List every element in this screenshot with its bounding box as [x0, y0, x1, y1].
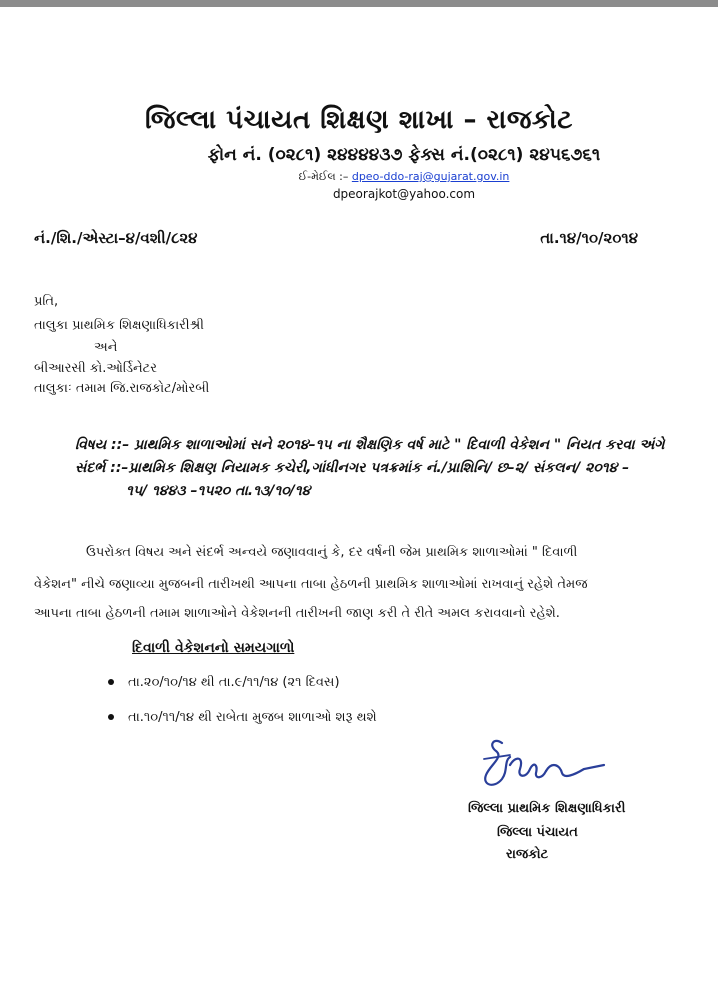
signature-icon	[480, 735, 610, 795]
signatory-place: રાજકોટ	[506, 847, 549, 862]
phone-fax-line: ફોન નં. (૦૨૮૧) ૨૪૪૪૪૩૭ ફેક્સ નં.(૦૨૮૧) ૨૪૫૬૭૬૧	[207, 145, 601, 165]
schedule-item	[108, 675, 340, 690]
reference-date: તા.૧૪/૧૦/૨૦૧૪	[540, 229, 638, 247]
email-label: ઈ-મેઈલ :–	[298, 170, 352, 183]
email-secondary: dpeorajkot@yahoo.com	[332, 187, 476, 201]
schedule-item	[108, 710, 377, 725]
top-border	[0, 0, 718, 7]
signatory-office: જિલ્લા પંચાયત	[497, 825, 578, 840]
reference-line: સંદર્ભ ::–પ્રાથમિક શિક્ષણ નિયામક કચેરી,ગાંધીનગર પત્રક્રમાંક નં./પ્રાશિનિ/ છ–૨/ સંકલન/ ૨૦૧૪ –	[75, 460, 630, 476]
body-paragraph-line: ઉપરોક્ત વિષય અને સંદર્ભ અન્વયે જણાવવાનું કે, દર વર્ષની જેમ પ્રાથમિક શાળાઓમાં " દિવાળી	[86, 545, 578, 560]
schedule-item-text: તા.૧૦/૧૧/૧૪ થી રાબેતા મુજબ શાળાઓ શરૂ થશે	[128, 710, 377, 725]
recipient-line: તાલુકા પ્રાથમિક શિક્ષણાધિકારીશ્રી	[34, 318, 204, 333]
email-link-primary[interactable]: dpeo-ddo-raj@gujarat.gov.in	[351, 170, 510, 183]
body-paragraph-line: આપના તાબા હેઠળની તમામ શાળાઓને વેકેશનની તારીખની જાણ કરી તે રીતે અમલ કરાવવાનો રહેશે.	[34, 606, 560, 621]
subject-line: વિષય ::– પ્રાથમિક શાળાઓમાં સને ૨૦૧૪–૧૫ ના શૈક્ષણિક વર્ષ માટે " દિવાળી વેકેશન " નિયત કરવા અંગે	[75, 437, 665, 453]
reference-line-cont: ૧૫/ ૧૪૪૩ –૧૫૨૦ તા.૧૩/૧૦/૧૪	[126, 483, 311, 499]
recipient-line: તાલુકાઃ તમામ જિ.રાજકોટ/મોરબી	[34, 381, 210, 396]
bullet-icon	[108, 714, 114, 720]
letter-page	[0, 7, 718, 992]
reference-number: નં./શિ./એસ્ટા–૪/વશી/૮૨૪	[34, 229, 198, 247]
body-paragraph-line: વેકેશન" નીચે જણાવ્યા મુજબની તારીખથી આપના તાબા હેઠળની પ્રાથમિક શાળાઓમાં રાખવાનું રહેશે તેમજ	[34, 577, 588, 592]
recipient-line: અને	[94, 340, 118, 355]
bullet-icon	[108, 679, 114, 685]
schedule-title: દિવાળી વેકેશનનો સમયગાળો	[132, 640, 295, 656]
recipient-line: પ્રતિ,	[34, 294, 59, 309]
schedule-item-text: તા.૨૦/૧૦/૧૪ થી તા.૯/૧૧/૧૪ (૨૧ દિવસ)	[128, 675, 340, 690]
office-title: જિલ્લા પંચાયત શિક્ષણ શાખા – રાજકોટ	[145, 105, 573, 135]
signatory-title: જિલ્લા પ્રાથમિક શિક્ષણાધિકારી	[468, 801, 626, 816]
email-line	[0, 170, 718, 184]
recipient-line: બીઆરસી કો.ઓર્ડિનેટર	[34, 361, 157, 376]
